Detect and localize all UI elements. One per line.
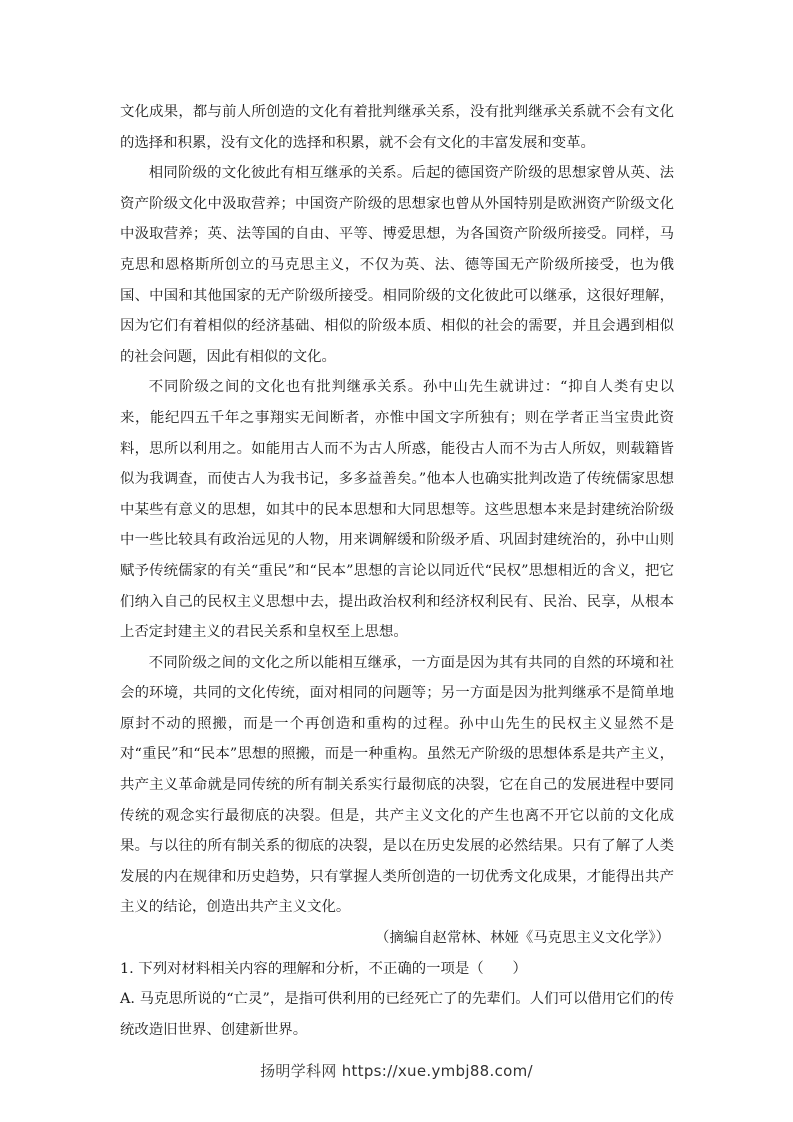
paragraph-1: 文化成果，都与前人所创造的文化有着批判继承关系，没有批判继承关系就不会有文化的选择和积累，没有文化的选择和积累，就不会有文化的丰富发展和变革。: [120, 104, 674, 151]
question-1-option-a: A. 马克思所说的“亡灵”，是指可供利用的已经死亡了的先辈们。人们可以借用它们的传统改造旧世界、创建新世界。: [120, 991, 674, 1038]
question-1-stem: 1. 下列对材料相关内容的理解和分析，不正确的一项是（ ）: [120, 960, 527, 977]
source-citation: （摘编自赵常林、林娅《马克思主义文化学》）: [374, 930, 670, 947]
paragraph-3: 不同阶级之间的文化也有批判继承关系。孙中山先生就讲过：“抑自人类有史以来，能纪四五千年之事翔实无间断者，亦惟中国文字所独有；则在学者正当宝贵此资料，思所以利用之。如能用古人而不为古人所惑，能役古人而不为古人所奴，则载籍皆似为我调查，而使古人为我书记，多多益善矣。”他本人也确实批判改造了传统儒家思想中某些有意义的思想，如其中的民本思想和大同思想等。这些思想本来是封建统治阶级中一些比较具有政治远见的人物，用来调解缓和阶级矛盾、巩固封建统治的，孙中山则赋予传统儒家的有关“重民”和“民本”思想的言论以同近代“民权”思想相近的含义，把它们纳入自己的民权主义思想中去，提出政治权利和经济权利民有、民治、民享，从根本上否定封建主义的君民关系和皇权至上思想。: [120, 379, 674, 641]
paragraph-4: 不同阶级之间的文化之所以能相互继承，一方面是因为其有共同的自然的环境和社会的环境，共同的文化传统，面对相同的问题等；另一方面是因为批判继承不是简单地原封不动的照搬，而是一个再创造和重构的过程。孙中山先生的民权主义显然不是对“重民”和“民本”思想的照搬，而是一种重构。虽然无产阶级的思想体系是共产主义，共产主义革命就是同传统的所有制关系实行最彻底的决裂，它在自己的发展进程中要同传统的观念实行最彻底的决裂。但是，共产主义文化的产生也离不开它以前的文化成果。与以往的所有制关系的彻底的决裂，是以在历史发展的必然结果。只有了解了人类发展的内在规律和历史趋势，只有掌握人类所创造的一切优秀文化成果，才能得出共产主义的结论，创造出共产主义文化。: [120, 654, 674, 916]
document-body: [120, 97, 674, 1045]
footer-watermark: 扬明学科网 https://xue.ymbj88.com/: [260, 1062, 533, 1080]
paragraph-2: 相同阶级的文化彼此有相互继承的关系。后起的德国资产阶级的思想家曾从英、法资产阶级文化中汲取营养；中国资产阶级的思想家也曾从外国特别是欧洲资产阶级文化中汲取营养；英、法等国的自由、平等、博爱思想，为各国资产阶级所接受。同样，马克思和恩格斯所创立的马克思主义，不仅为英、法、德等国无产阶级所接受，也为俄国、中国和其他国家的无产阶级所接受。相同阶级的文化彼此可以继承，这很好理解，因为它们有着相似的经济基础、相似的阶级本质、相似的社会的需要，并且会遇到相似的社会问题，因此有相似的文化。: [120, 165, 674, 365]
